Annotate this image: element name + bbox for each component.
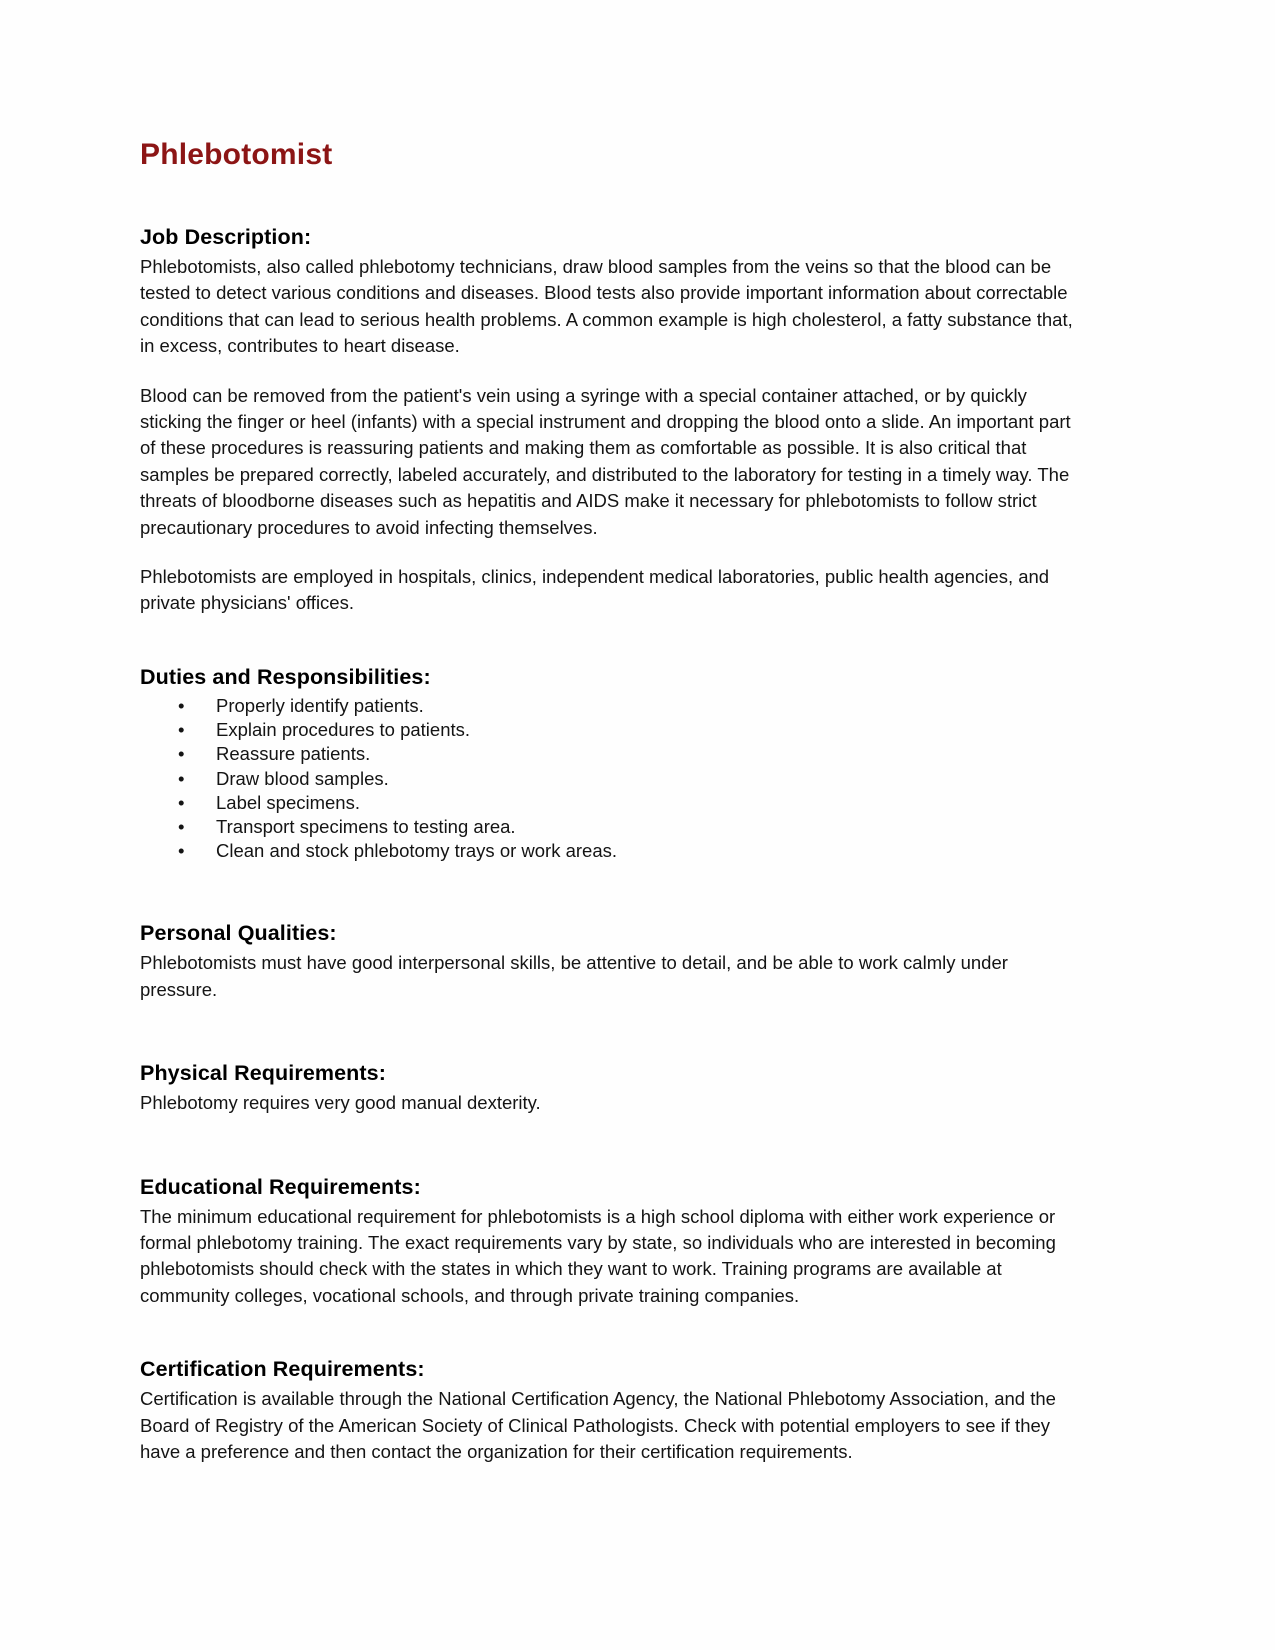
section-heading-duties-and-responsibilities: Duties and Responsibilities: <box>140 664 431 689</box>
list-item <box>140 791 1075 815</box>
bullet-icon: • <box>178 815 185 837</box>
document-content <box>140 138 1075 1491</box>
list-item-label: Transport specimens to testing area. <box>216 815 516 837</box>
list-item-label: Label specimens. <box>216 791 360 813</box>
list-item-label: Explain procedures to patients. <box>216 719 471 741</box>
list-item <box>140 694 1075 718</box>
section-heading-educational-requirements: Educational Requirements: <box>140 1174 421 1199</box>
bullet-icon: • <box>178 743 185 765</box>
list-item-label: Properly identify patients. <box>216 694 424 716</box>
paragraph-personal-qualities: Phlebotomists must have good interpersonal skills, be attentive to detail, and be able to work calmly under pressure. <box>140 952 1008 1000</box>
section-heading-physical-requirements: Physical Requirements: <box>140 1061 386 1086</box>
paragraph-educational-requirements: The minimum educational requirement for phlebotomists is a high school diploma with either work experience or formal phlebotomy training. The exact requirements vary by state, so individuals who are interested in becoming phlebotomists should check with the states in which they want to work. Training programs are available at community colleges, vocational schools, and through private training companies. <box>140 1205 1056 1306</box>
spacer <box>140 1029 1075 1059</box>
paragraph-physical-requirements: Phlebotomy requires very good manual dexterity. <box>140 1092 541 1114</box>
paragraph-job-description-2: Blood can be removed from the patient's vein using a syringe with a special container attached, or by quickly sticking the finger or heel (infants) with a special instrument and dropping the blood onto a slide. An important part of these procedures is reassuring patients and making them as comfortable as possible. It is also critical that samples be prepared correctly, labeled accurately, and distributed to the laboratory for testing in a timely way. The threats of bloodborne diseases such as hepatitis and AIDS make it necessary for phlebotomists to follow strict precautionary procedures to avoid infecting themselves. <box>140 384 1071 538</box>
spacer <box>140 1335 1075 1355</box>
bullet-icon: • <box>178 840 185 862</box>
spacer <box>140 643 1075 663</box>
bullet-icon: • <box>178 767 185 789</box>
section-certification-requirements <box>140 1355 1075 1465</box>
spacer <box>140 1143 1075 1173</box>
paragraph-job-description-1: Phlebotomists, also called phlebotomy technicians, draw blood samples from the veins so that the blood can be tested to detect various conditions and diseases. Blood tests also provide important information about correctable conditions that can lead to serious health problems. A common example is high cholesterol, a fatty substance that, in excess, contributes to heart disease. <box>140 256 1073 357</box>
paragraph-certification-requirements: Certification is available through the National Certification Agency, the National Phlebotomy Association, and the Board of Registry of the American Society of Clinical Pathologists. Check with potential employers to see if they have a preference and then contact the organization for their certification requirements. <box>140 1388 1056 1463</box>
paragraph-job-description-3: Phlebotomists are employed in hospitals, clinics, independent medical laboratories, public health agencies, and private physicians' offices. <box>140 566 1050 614</box>
spacer <box>140 889 1075 919</box>
section-job-description <box>140 223 1075 617</box>
section-heading-job-description: Job Description: <box>140 225 312 249</box>
page-title: Phlebotomist <box>140 138 333 171</box>
bullet-icon: • <box>178 694 185 716</box>
bullet-icon: • <box>178 791 185 813</box>
section-heading-certification-requirements: Certification Requirements: <box>140 1357 425 1382</box>
list-item <box>140 839 1075 863</box>
list-item <box>140 718 1075 742</box>
list-item-label: Reassure patients. <box>216 743 371 765</box>
section-heading-personal-qualities: Personal Qualities: <box>140 921 337 946</box>
list-item-label: Clean and stock phlebotomy trays or work areas. <box>216 840 618 862</box>
bullet-icon: • <box>178 719 185 741</box>
list-item <box>140 767 1075 791</box>
section-personal-qualities <box>140 919 1075 1003</box>
section-duties-and-responsibilities <box>140 663 1075 863</box>
duties-bullet-list <box>140 694 1075 863</box>
list-item-label: Draw blood samples. <box>216 767 389 789</box>
list-item <box>140 815 1075 839</box>
list-item <box>140 742 1075 766</box>
section-physical-requirements <box>140 1059 1075 1116</box>
section-educational-requirements <box>140 1173 1075 1310</box>
